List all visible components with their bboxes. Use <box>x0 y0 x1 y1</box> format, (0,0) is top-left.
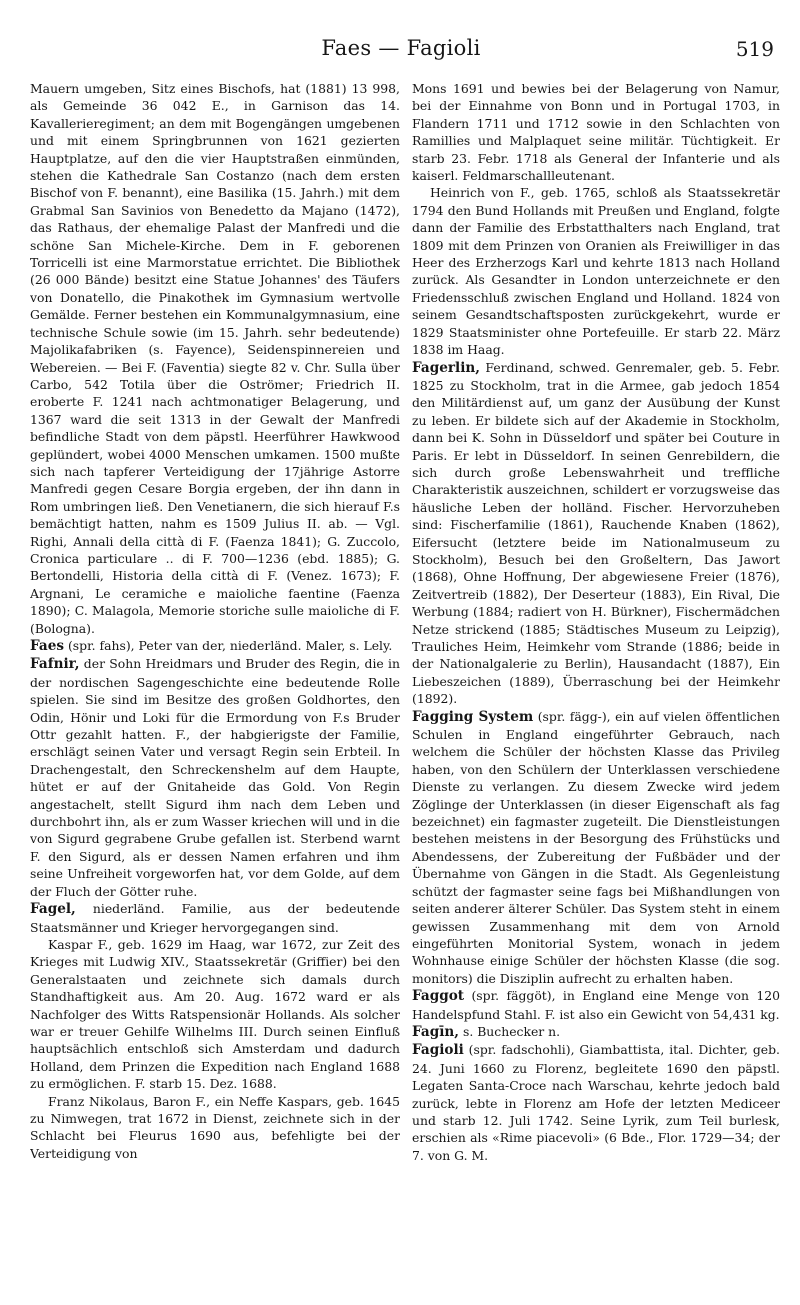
entry-headword: Fagging System <box>412 708 534 725</box>
subentry-paragraph <box>30 1093 400 1163</box>
entry-text: (spr. fägg-), ein auf vielen öffentlichen Schulen in England eingeführter Gebrauch, nach welchem die Schüler der höchsten Klasse das Privileg haben, von den Schülern der Unterklassen verschiedene Dienste zu verlangen. Zu diesem Zwecke wird jedem Zöglinge der Unterklassen (in dieser Eigenschaft als fag bezeichnet) ein fagmaster zugeteilt. Die Dienstleistungen bestehen meistens in der Besorgung des Frühstücks und Abendessens, der Zubereitung der Fußbäder und der Übernahme von Gängen in die Stadt. Als Gegenleistung schützt der fagmaster seine fags bei Mißhandlungen von seiten anderer älterer Schüler. Das System steht in einem gewissen Zusammenhang mit dem von Arnold eingeführten Monitorial System, wonach in jedem Wohnhause einige Schüler der höchsten Klasse (die sog. monitors) die Disziplin aufrecht zu erhalten haben. <box>412 708 780 986</box>
entry-paragraph <box>30 637 400 655</box>
entry-text: Heinrich von F., geb. 1765, schloß als Staatssekretär 1794 den Bund Hollands mit Preußen und England, folgte dann der Familie des Erbstatthalters nach England, trat 1809 mit dem Prinzen von Oranien als Freiwilliger in das Heer des Erzherzogs Karl und kehrte 1813 nach Holland zurück. Als Gesandter in London unterzeichnete er den Friedensschluß zwischen England und Holland. 1824 von seinem Gesandtschaftsposten zurückgekehrt, wurde er 1829 Staatsminister ohne Portefeuille. Er starb 22. März 1838 im Haag. <box>412 185 780 358</box>
right-column <box>412 80 780 1292</box>
entry-text: s. Buchecker n. <box>459 1023 561 1039</box>
entry-text: (spr. fahs), Peter van der, niederländ. Maler, s. Lely. <box>64 638 393 653</box>
entry-text: (spr. fadschohli), Giambattista, ital. Dichter, geb. 24. Juni 1660 zu Florenz, begleitete 1690 den päpstl. Legaten Santa-Croce nach Warschau, kehrte jedoch bald zurück, lebte in Florenz am Hofe der letzten Mediceer und starb 12. Juli 1742. Seine Lyrik, zum Teil burlesk, erschien als «Rime piacevoli» (6 Bde., Flor. 1729—34; der 7. von G. M. <box>412 1042 780 1163</box>
entry-paragraph <box>30 655 400 900</box>
entry-headword: Fagerlin, <box>412 359 480 376</box>
entry-paragraph <box>30 80 400 637</box>
entry-text: (spr. fäggöt), in England eine Menge von 120 Handelspfund Stahl. F. ist also ein Gewicht von 54,431 kg. <box>412 988 780 1022</box>
entry-text: Mauern umgeben, Sitz eines Bischofs, hat (1881) 13 998, als Gemeinde 36 042 E., in Garnison das 14. Kavallerieregiment; an dem mit Bogengängen umgebenen und mit einem Springbrunnen von 1621 gezierten Hauptplatze, auf den die vier Hauptstraßen einmünden, stehen die Kathedrale San Costanzo (nach dem ersten Bischof von F. benannt), eine Basilika (15. Jahrh.) mit dem Grabmal San Savinios von Benedetto da Majano (1472), das Rathaus, der ehemalige Palast der Manfredi und die schöne San Michele-Kirche. Dem in F. geborenen Torricelli ist eine Marmorstatue errichtet. Die Bibliothek (26 000 Bände) besitzt eine Statue Johannes' des Täufers von Donatello, die Pinakothek im Gymnasium wertvolle Gemälde. Ferner bestehen ein Kommunalgymnasium, eine technische Schule sowie (im 15. Jahrh. sehr bedeutende) Majolikafabriken (s. Fayence), Seidenspinnereien und Webereien. — Bei F. (Faventia) siegte 82 v. Chr. Sulla über Carbo, 542 Totila über die Oströmer; Friedrich II. eroberte F. 1241 nach achtmonatiger Belagerung, und 1367 ward die seit 1313 in der Gewalt der Manfredi befindliche Stadt von dem päpstl. Heerführer Hawkwood geplündert, wobei 4000 Menschen umkamen. 1500 mußte sich nach tapferer Verteidigung der 17jährige Astorre Manfredi gegen Cesare Borgia ergeben, der ihn dann in Rom umbringen ließ. Den Venetianern, die sich hierauf F.s bemächtigt hatten, nahm es 1509 Julius II. ab. — Vgl. Righi, Annali della città di F. (Faenza 1841); G. Zuccolo, Cronica particulare .. di F. 700—1236 (ebd. 1885); G. Bertondelli, Historia della città di F. (Venez. 1673); F. Argnani, Le ceramiche e maioliche faentine (Faenza 1890); C. Malagola, Memorie storiche sulle maioliche di F. (Bologna). <box>30 81 400 636</box>
page-number: 519 <box>735 37 774 61</box>
subentry-paragraph <box>30 936 400 1093</box>
subentry-paragraph <box>412 184 780 358</box>
entry-text: der Sohn Hreidmars und Bruder des Regin, die in der nordischen Sagengeschichte eine bedeutende Rolle spielen. Sie sind im Besitze des großen Goldhortes, den Odin, Hönir und Loki für die Ermordung von F.s Bruder Ottr gezahlt hatten. F., der habgierigste der Familie, erschlägt seinen Vater und versagt Regin sein Erbteil. In Drachengestalt, den Schreckenshelm auf dem Haupte, hütet er auf der Gnitaheide das Gold. Von Regin angestachelt, stellt Sigurd ihm nach dem Leben und durchbohrt ihn, als er zum Wasser kriechen will und in die von Sigurd gegrabene Grube gefallen ist. Sterbend warnt F. den Sigurd, als er dessen Namen erfahren und ihm seine Unfreiheit vorgeworfen hat, vor dem Golde, auf dem der Fluch der Götter ruhe. <box>30 656 400 899</box>
entry-paragraph <box>412 708 780 988</box>
entry-headword: Fagīn, <box>412 1023 460 1040</box>
entry-headword: Faggot <box>412 988 465 1005</box>
entry-paragraph <box>412 1023 780 1041</box>
entry-text: niederländ. Familie, aus der bedeutende Staatsmänner und Krieger hervorgegangen sind. <box>30 901 400 935</box>
entry-text: Franz Nikolaus, Baron F., ein Neffe Kaspars, geb. 1645 zu Nimwegen, trat 1672 in Dienst, zeichnete sich in der Schlacht bei Fleurus 1690 aus, befehligte bei der Verteidigung von <box>30 1093 400 1161</box>
entry-text: Mons 1691 und bewies bei der Belagerung von Namur, bei der Einnahme von Bonn und in Portugal 1703, in Flandern 1711 und 1712 sowie in den Schlachten von Ramillies und Malplaquet seine militär. Tüchtigkeit. Er starb 23. Febr. 1718 als General der Infanterie und als kaiserl. Feldmarschallleutenant. <box>412 81 780 184</box>
entry-headword: Fagioli <box>412 1042 464 1059</box>
entry-paragraph <box>412 1041 780 1164</box>
entry-paragraph <box>412 80 780 184</box>
entry-text: Ferdinand, schwed. Genremaler, geb. 5. Febr. 1825 zu Stockholm, trat in die Armee, gab jedoch 1854 den Militärdienst auf, um ganz der Ausübung der Kunst zu leben. Er bildete sich auf der Akademie in Stockholm, dann bei K. Sohn in Düsseldorf und später bei Couture in Paris. Er lebt in Düsseldorf. In seinen Genrebildern, die sich durch große Lebenswahrheit und treffliche Charakteristik auszeichnen, schildert er vorzugsweise das häusliche Leben der holländ. Fischer. Hervorzuheben sind: Fischerfamilie (1861), Rauchende Knaben (1862), Eifersucht (letztere beide im Nationalmuseum zu Stockholm), Besuch bei den Großeltern, Das Jawort (1868), Ohne Hoffnung, Der abgewiesene Freier (1876), Zeitvertreib (1882), Der Deserteur (1883), Ein Rival, Die Werbung (1884; radiert von H. Bürkner), Fischermädchen Netze strickend (1885; Städtisches Museum zu Leipzig), Trauliches Heim, Heimkehr vom Strande (1886; beide in der Nationalgalerie zu Berlin), Hausandacht (1887), Ein Liebeszeichen (1889), Überraschung bei der Heimkehr (1892). <box>412 359 780 707</box>
entry-headword: Fafnir, <box>30 656 80 673</box>
entry-paragraph <box>30 900 400 936</box>
left-column <box>30 80 400 1292</box>
entry-paragraph <box>412 987 780 1023</box>
running-head: Faes — Fagioli <box>321 36 481 60</box>
entry-headword: Faes <box>30 638 65 654</box>
entry-text: Kaspar F., geb. 1629 im Haag, war 1672, zur Zeit des Krieges mit Ludwig XIV., Staatssekretär (Griffier) bei den Generalstaaten und zeichnete sich damals durch Standhaftigkeit aus. Am 20. Aug. 1672 ward er als Nachfolger des Witts Ratspensionär Hollands. Als solcher war er treuer Gehilfe Wilhelms III. Durch seinen Einfluß hauptsächlich entschloß sich Amsterdam und dadurch Holland, dem Prinzen die Expedition nach England 1688 zu ermöglichen. F. starb 15. Dez. 1688. <box>30 936 400 1092</box>
page-header <box>28 36 774 66</box>
entry-headword: Fagel, <box>30 901 76 918</box>
entry-paragraph <box>412 359 780 708</box>
